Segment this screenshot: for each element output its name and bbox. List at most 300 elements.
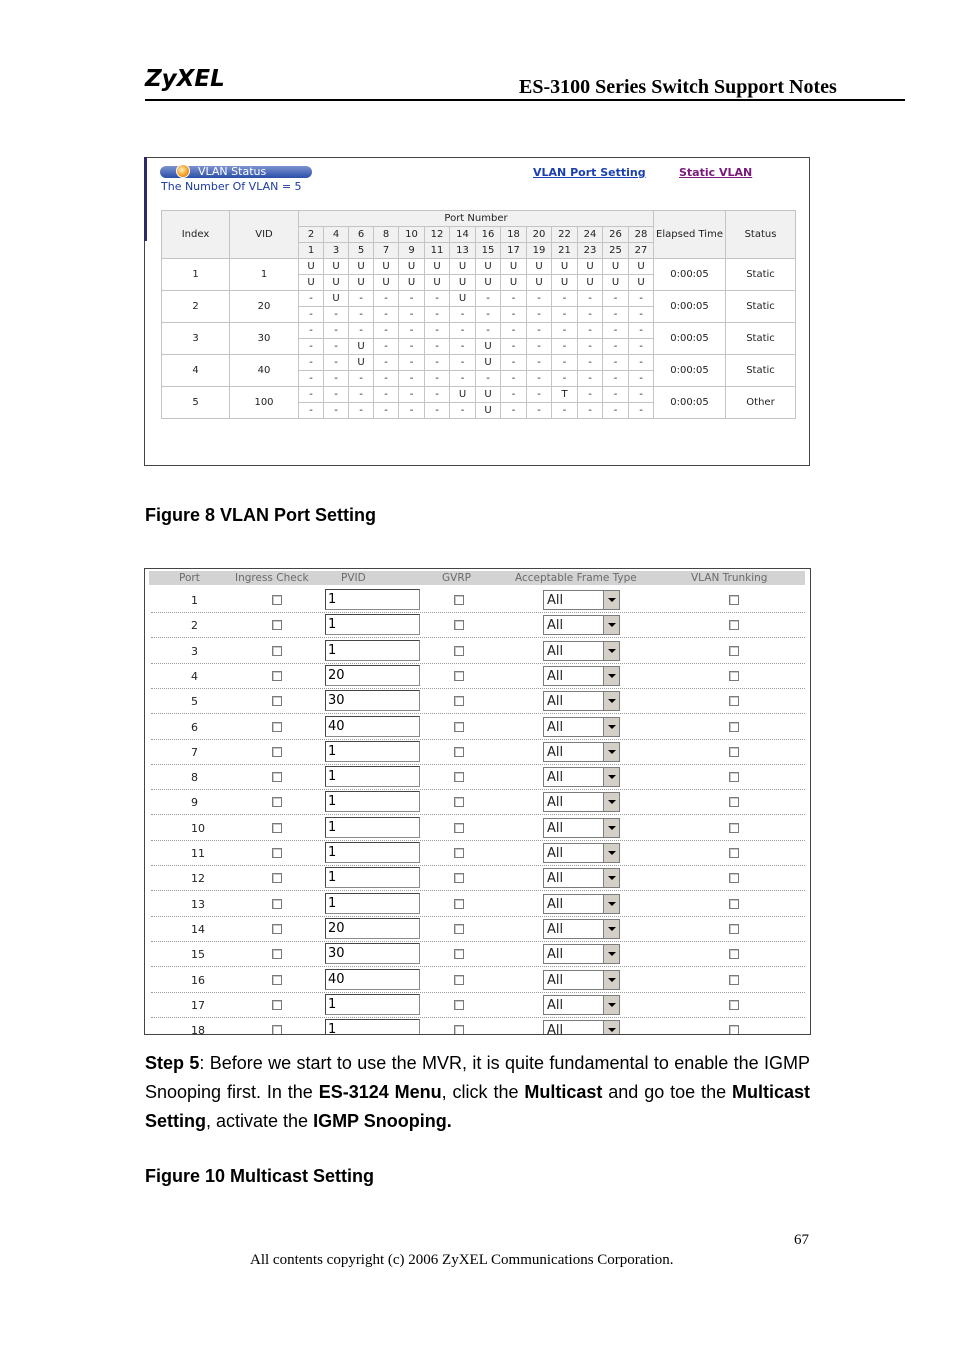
port-membership-cell: - bbox=[324, 403, 349, 419]
port-row bbox=[151, 1017, 805, 1035]
ingress-check-checkbox[interactable] bbox=[272, 671, 282, 681]
gvrp-checkbox[interactable] bbox=[454, 924, 464, 934]
pvid-input[interactable]: 1 bbox=[325, 640, 420, 661]
port-membership-cell: - bbox=[299, 339, 324, 355]
vlan-index-cell: 3 bbox=[162, 323, 230, 355]
port-membership-cell: - bbox=[527, 403, 552, 419]
header-vid: VID bbox=[230, 211, 299, 259]
port-membership-cell: - bbox=[399, 371, 425, 387]
vlan-trunking-checkbox[interactable] bbox=[729, 848, 739, 858]
port-membership-cell: - bbox=[527, 323, 552, 339]
ingress-check-checkbox[interactable] bbox=[272, 873, 282, 883]
col-gvrp: GVRP bbox=[442, 572, 471, 584]
port-number-cell: 4 bbox=[324, 227, 349, 243]
frame-type-select[interactable] bbox=[543, 818, 620, 838]
vlan-row bbox=[162, 259, 796, 275]
vlan-trunking-checkbox[interactable] bbox=[729, 722, 739, 732]
ingress-check-checkbox[interactable] bbox=[272, 595, 282, 605]
port-membership-cell: - bbox=[527, 291, 552, 307]
port-row bbox=[151, 688, 805, 714]
port-membership-cell: - bbox=[349, 371, 374, 387]
step-bold: ES-3124 Menu bbox=[318, 1082, 442, 1102]
port-membership-cell: - bbox=[374, 323, 399, 339]
chevron-down-icon[interactable] bbox=[603, 642, 619, 660]
gvrp-checkbox[interactable] bbox=[454, 772, 464, 782]
port-membership-cell: U bbox=[603, 259, 629, 275]
port-membership-cell: - bbox=[552, 323, 578, 339]
step-bold: Multicast bbox=[524, 1082, 603, 1102]
frame-type-value: All bbox=[547, 770, 564, 786]
vlan-trunking-checkbox[interactable] bbox=[729, 620, 739, 630]
pvid-input[interactable]: 1 bbox=[325, 994, 420, 1015]
vlan-row bbox=[162, 291, 796, 307]
chevron-down-icon[interactable] bbox=[603, 616, 619, 634]
chevron-down-icon[interactable] bbox=[603, 793, 619, 811]
port-membership-cell: - bbox=[299, 323, 324, 339]
vlan-trunking-checkbox[interactable] bbox=[729, 696, 739, 706]
port-row bbox=[151, 739, 805, 765]
vlan-vid-cell: 30 bbox=[230, 323, 299, 355]
pvid-input[interactable]: 40 bbox=[325, 969, 420, 990]
copyright-footer: All contents copyright (c) 2006 ZyXEL Communications Corporation. bbox=[250, 1252, 674, 1268]
chevron-down-icon[interactable] bbox=[603, 768, 619, 786]
port-membership-cell: - bbox=[450, 307, 476, 323]
port-membership-cell: - bbox=[399, 387, 425, 403]
port-membership-cell: - bbox=[425, 339, 450, 355]
port-number-cell: 1 bbox=[299, 243, 324, 259]
gvrp-checkbox[interactable] bbox=[454, 823, 464, 833]
orb-icon bbox=[176, 164, 190, 178]
port-membership-cell: - bbox=[603, 355, 629, 371]
chevron-down-icon[interactable] bbox=[603, 743, 619, 761]
frame-type-select[interactable] bbox=[543, 590, 620, 610]
step-bold: IGMP Snooping. bbox=[313, 1111, 452, 1131]
gvrp-checkbox[interactable] bbox=[454, 975, 464, 985]
vlan-trunking-checkbox[interactable] bbox=[729, 772, 739, 782]
port-membership-cell: - bbox=[603, 387, 629, 403]
gvrp-checkbox[interactable] bbox=[454, 949, 464, 959]
ingress-check-checkbox[interactable] bbox=[272, 924, 282, 934]
ingress-check-checkbox[interactable] bbox=[272, 646, 282, 656]
frame-type-select[interactable] bbox=[543, 995, 620, 1015]
gvrp-checkbox[interactable] bbox=[454, 671, 464, 681]
frame-type-value: All bbox=[547, 921, 564, 937]
chevron-down-icon[interactable] bbox=[603, 895, 619, 913]
vlan-trunking-checkbox[interactable] bbox=[729, 1025, 739, 1035]
pvid-input[interactable]: 1 bbox=[325, 741, 420, 762]
port-number-cell: 7 bbox=[374, 243, 399, 259]
chevron-down-icon[interactable] bbox=[603, 667, 619, 685]
port-number-cell: 11 bbox=[425, 243, 450, 259]
static-vlan-link[interactable]: Static VLAN bbox=[679, 166, 753, 179]
vlan-trunking-checkbox[interactable] bbox=[729, 899, 739, 909]
pvid-input[interactable]: 1 bbox=[325, 589, 420, 610]
gvrp-checkbox[interactable] bbox=[454, 797, 464, 807]
port-membership-cell: U bbox=[527, 275, 552, 291]
port-membership-cell: - bbox=[399, 291, 425, 307]
frame-type-select[interactable] bbox=[543, 666, 620, 686]
vlan-status-cell: Static bbox=[726, 323, 796, 355]
port-membership-cell: - bbox=[629, 291, 654, 307]
frame-type-select[interactable] bbox=[543, 944, 620, 964]
frame-type-value: All bbox=[547, 846, 564, 861]
vlan-vid-cell: 40 bbox=[230, 355, 299, 387]
port-membership-cell: T bbox=[552, 387, 578, 403]
port-number: 1 bbox=[191, 594, 198, 607]
port-number-cell: 8 bbox=[374, 227, 399, 243]
port-number-cell: 27 bbox=[629, 243, 654, 259]
vlan-status-cell: Static bbox=[726, 259, 796, 291]
port-membership-cell: - bbox=[578, 403, 603, 419]
col-pvid: PVID bbox=[341, 572, 366, 584]
ingress-check-checkbox[interactable] bbox=[272, 848, 282, 858]
port-membership-cell: - bbox=[578, 339, 603, 355]
ingress-check-checkbox[interactable] bbox=[272, 747, 282, 757]
vlan-port-setting-link[interactable]: VLAN Port Setting bbox=[533, 166, 646, 179]
gvrp-checkbox[interactable] bbox=[454, 696, 464, 706]
port-membership-cell: U bbox=[527, 259, 552, 275]
ingress-check-checkbox[interactable] bbox=[272, 1025, 282, 1035]
port-membership-cell: U bbox=[299, 259, 324, 275]
port-membership-cell: U bbox=[374, 275, 399, 291]
port-membership-cell: - bbox=[324, 355, 349, 371]
port-membership-cell: - bbox=[603, 307, 629, 323]
port-membership-cell: - bbox=[399, 403, 425, 419]
port-membership-cell: U bbox=[552, 275, 578, 291]
port-number-cell: 17 bbox=[501, 243, 527, 259]
pvid-input[interactable]: 1 bbox=[325, 791, 420, 812]
ingress-check-checkbox[interactable] bbox=[272, 772, 282, 782]
port-membership-cell: - bbox=[552, 355, 578, 371]
port-number-cell: 2 bbox=[299, 227, 324, 243]
gvrp-checkbox[interactable] bbox=[454, 620, 464, 630]
vlan-count: The Number Of VLAN = 5 bbox=[161, 180, 302, 193]
port-number: 8 bbox=[191, 771, 198, 785]
port-row bbox=[151, 587, 805, 613]
port-number: 11 bbox=[191, 847, 205, 860]
step-text: : Before we start to use the MVR, it is quite fundamental to enable the IGMP Snooping first. In the bbox=[145, 1053, 810, 1102]
gvrp-checkbox[interactable] bbox=[454, 848, 464, 858]
port-membership-cell: - bbox=[501, 307, 527, 323]
port-membership-cell: - bbox=[349, 323, 374, 339]
port-row bbox=[151, 941, 805, 967]
frame-type-select[interactable] bbox=[543, 615, 620, 635]
frame-type-select[interactable] bbox=[543, 641, 620, 661]
vlan-elapsed-cell: 0:00:05 bbox=[654, 355, 726, 387]
pvid-input[interactable]: 1 bbox=[325, 766, 420, 787]
vlan-trunking-checkbox[interactable] bbox=[729, 873, 739, 883]
port-membership-cell: U bbox=[374, 259, 399, 275]
ingress-check-checkbox[interactable] bbox=[272, 1000, 282, 1010]
port-membership-cell: - bbox=[324, 339, 349, 355]
port-membership-cell: - bbox=[552, 307, 578, 323]
figure-10-caption: Figure 10 Multicast Setting bbox=[145, 1166, 375, 1186]
port-membership-cell: - bbox=[425, 371, 450, 387]
port-row bbox=[151, 638, 805, 664]
port-number-cell: 14 bbox=[450, 227, 476, 243]
port-membership-cell: U bbox=[349, 339, 374, 355]
pvid-input[interactable]: 1 bbox=[325, 867, 420, 888]
vlan-trunking-checkbox[interactable] bbox=[729, 595, 739, 605]
step-text: and go toe the bbox=[602, 1082, 732, 1102]
vlan-trunking-checkbox[interactable] bbox=[729, 671, 739, 681]
col-acceptable-frame-type: Acceptable Frame Type bbox=[515, 572, 637, 584]
frame-type-select[interactable] bbox=[543, 970, 620, 990]
col-port: Port bbox=[179, 572, 200, 584]
frame-type-select[interactable] bbox=[543, 691, 620, 711]
frame-type-select[interactable] bbox=[543, 767, 620, 787]
vlan-elapsed-cell: 0:00:05 bbox=[654, 291, 726, 323]
ingress-check-checkbox[interactable] bbox=[272, 823, 282, 833]
vlan-trunking-checkbox[interactable] bbox=[729, 747, 739, 757]
port-row bbox=[151, 865, 805, 891]
header-status: Status bbox=[726, 211, 796, 259]
chevron-down-icon[interactable] bbox=[603, 692, 619, 710]
gvrp-checkbox[interactable] bbox=[454, 747, 464, 757]
vlan-index-cell: 1 bbox=[162, 259, 230, 291]
vlan-vid-cell: 1 bbox=[230, 259, 299, 291]
pvid-input[interactable]: 1 bbox=[325, 842, 420, 863]
vlan-index-cell: 4 bbox=[162, 355, 230, 387]
gvrp-checkbox[interactable] bbox=[454, 899, 464, 909]
pvid-input[interactable]: 1 bbox=[325, 893, 420, 914]
port-membership-cell: U bbox=[399, 259, 425, 275]
gvrp-checkbox[interactable] bbox=[454, 1000, 464, 1010]
header-index: Index bbox=[162, 211, 230, 259]
port-membership-cell: - bbox=[603, 323, 629, 339]
port-membership-cell: U bbox=[476, 275, 501, 291]
gvrp-checkbox[interactable] bbox=[454, 595, 464, 605]
step-text: , activate the bbox=[206, 1111, 314, 1131]
port-number-cell: 23 bbox=[578, 243, 603, 259]
port-membership-cell: - bbox=[527, 371, 552, 387]
port-membership-cell: - bbox=[501, 291, 527, 307]
ingress-check-checkbox[interactable] bbox=[272, 949, 282, 959]
port-membership-cell: - bbox=[527, 307, 552, 323]
chevron-down-icon[interactable] bbox=[603, 819, 619, 837]
port-membership-cell: U bbox=[349, 275, 374, 291]
port-membership-cell: - bbox=[552, 339, 578, 355]
port-membership-cell: - bbox=[374, 291, 399, 307]
port-membership-cell: - bbox=[501, 355, 527, 371]
port-membership-cell: - bbox=[399, 307, 425, 323]
port-membership-cell: - bbox=[578, 371, 603, 387]
port-number: 14 bbox=[191, 922, 205, 936]
port-membership-cell: - bbox=[399, 339, 425, 355]
port-number-cell: 26 bbox=[603, 227, 629, 243]
ingress-check-checkbox[interactable] bbox=[272, 975, 282, 985]
port-membership-cell: - bbox=[299, 307, 324, 323]
port-membership-cell: - bbox=[501, 339, 527, 355]
chevron-down-icon[interactable] bbox=[603, 945, 619, 963]
frame-type-value: All bbox=[547, 719, 564, 735]
port-membership-cell: - bbox=[425, 387, 450, 403]
port-membership-cell: U bbox=[501, 259, 527, 275]
frame-type-select[interactable] bbox=[543, 919, 620, 939]
pvid-input[interactable]: 1 bbox=[325, 614, 420, 635]
port-number: 10 bbox=[191, 821, 205, 835]
port-membership-cell: - bbox=[374, 307, 399, 323]
port-number: 3 bbox=[191, 644, 198, 658]
port-membership-cell: - bbox=[425, 355, 450, 371]
frame-type-value: All bbox=[547, 643, 564, 659]
port-number: 9 bbox=[191, 796, 198, 810]
port-number-cell: 22 bbox=[552, 227, 578, 243]
zyxel-logo: ZyXEL bbox=[145, 66, 225, 92]
port-membership-cell: - bbox=[349, 291, 374, 307]
chevron-down-icon[interactable] bbox=[603, 1021, 619, 1035]
header-elapsed-time: Elapsed Time bbox=[654, 211, 726, 259]
gvrp-checkbox[interactable] bbox=[454, 1025, 464, 1035]
port-number: 5 bbox=[191, 695, 198, 709]
port-membership-cell: U bbox=[578, 259, 603, 275]
port-membership-cell: - bbox=[527, 339, 552, 355]
port-membership-cell: U bbox=[324, 291, 349, 307]
step-text: , click the bbox=[441, 1082, 525, 1102]
port-membership-cell: - bbox=[299, 371, 324, 387]
figure-left-bar bbox=[144, 157, 147, 241]
port-membership-cell: U bbox=[476, 403, 501, 419]
frame-type-value: All bbox=[547, 795, 564, 811]
chevron-down-icon[interactable] bbox=[603, 844, 619, 862]
frame-type-value: All bbox=[547, 668, 564, 684]
port-row bbox=[151, 967, 805, 993]
vlan-trunking-checkbox[interactable] bbox=[729, 797, 739, 807]
port-number: 12 bbox=[191, 872, 205, 886]
port-membership-cell: U bbox=[450, 259, 476, 275]
port-membership-cell: - bbox=[425, 323, 450, 339]
pvid-input[interactable]: 20 bbox=[325, 665, 420, 686]
port-membership-cell: - bbox=[578, 355, 603, 371]
port-membership-cell: - bbox=[299, 403, 324, 419]
port-membership-cell: - bbox=[374, 387, 399, 403]
port-membership-cell: - bbox=[552, 291, 578, 307]
port-membership-cell: - bbox=[552, 403, 578, 419]
port-membership-cell: U bbox=[399, 275, 425, 291]
port-membership-cell: - bbox=[552, 371, 578, 387]
port-membership-cell: - bbox=[578, 291, 603, 307]
port-membership-cell: - bbox=[629, 339, 654, 355]
gvrp-checkbox[interactable] bbox=[454, 873, 464, 883]
port-number-cell: 15 bbox=[476, 243, 501, 259]
port-membership-cell: U bbox=[425, 275, 450, 291]
port-membership-cell: - bbox=[450, 339, 476, 355]
port-membership-cell: U bbox=[501, 275, 527, 291]
frame-type-select[interactable] bbox=[543, 742, 620, 762]
port-number: 2 bbox=[191, 619, 198, 633]
port-membership-cell: - bbox=[374, 355, 399, 371]
chevron-down-icon[interactable] bbox=[603, 971, 619, 989]
port-number-cell: 13 bbox=[450, 243, 476, 259]
port-membership-cell: - bbox=[299, 291, 324, 307]
port-membership-cell: - bbox=[501, 387, 527, 403]
port-membership-cell: - bbox=[578, 323, 603, 339]
vlan-trunking-checkbox[interactable] bbox=[729, 1000, 739, 1010]
port-membership-cell: - bbox=[527, 355, 552, 371]
step-label: Step 5 bbox=[145, 1053, 200, 1073]
pvid-input[interactable]: 30 bbox=[325, 943, 420, 964]
pvid-input[interactable]: 20 bbox=[325, 918, 420, 939]
port-membership-cell: - bbox=[450, 323, 476, 339]
port-membership-cell: U bbox=[578, 275, 603, 291]
pvid-input[interactable]: 40 bbox=[325, 716, 420, 737]
port-number-cell: 20 bbox=[527, 227, 552, 243]
vlan-trunking-checkbox[interactable] bbox=[729, 646, 739, 656]
vlan-status-cell: Static bbox=[726, 291, 796, 323]
port-number-cell: 21 bbox=[552, 243, 578, 259]
frame-type-select[interactable] bbox=[543, 843, 620, 863]
header-port-number: Port Number bbox=[299, 211, 654, 227]
port-membership-cell: U bbox=[324, 275, 349, 291]
frame-type-select[interactable] bbox=[543, 868, 620, 888]
pvid-input[interactable]: 30 bbox=[325, 690, 420, 711]
port-membership-cell: U bbox=[629, 275, 654, 291]
port-row bbox=[151, 663, 805, 689]
vlan-trunking-checkbox[interactable] bbox=[729, 823, 739, 833]
ingress-check-checkbox[interactable] bbox=[272, 899, 282, 909]
chevron-down-icon[interactable] bbox=[603, 718, 619, 736]
chevron-down-icon[interactable] bbox=[603, 996, 619, 1014]
gvrp-checkbox[interactable] bbox=[454, 722, 464, 732]
port-membership-cell: U bbox=[450, 275, 476, 291]
port-membership-cell: U bbox=[476, 259, 501, 275]
port-setting-figure bbox=[144, 568, 811, 1035]
port-row bbox=[151, 992, 805, 1018]
chevron-down-icon[interactable] bbox=[603, 869, 619, 887]
pvid-input[interactable]: 1 bbox=[325, 817, 420, 838]
vlan-row bbox=[162, 355, 796, 371]
frame-type-select[interactable] bbox=[543, 894, 620, 914]
ingress-check-checkbox[interactable] bbox=[272, 797, 282, 807]
vlan-row bbox=[162, 387, 796, 403]
chevron-down-icon[interactable] bbox=[603, 591, 619, 609]
port-number-cell: 24 bbox=[578, 227, 603, 243]
port-number-cell: 10 bbox=[399, 227, 425, 243]
port-membership-cell: U bbox=[299, 275, 324, 291]
frame-type-select[interactable] bbox=[543, 792, 620, 812]
port-membership-cell: - bbox=[324, 371, 349, 387]
frame-type-select[interactable] bbox=[543, 1020, 620, 1035]
ingress-check-checkbox[interactable] bbox=[272, 696, 282, 706]
port-membership-cell: - bbox=[425, 403, 450, 419]
ingress-check-checkbox[interactable] bbox=[272, 722, 282, 732]
port-membership-cell: - bbox=[629, 323, 654, 339]
port-number: 4 bbox=[191, 669, 198, 683]
pvid-input[interactable]: 1 bbox=[325, 1019, 420, 1035]
frame-type-select[interactable] bbox=[543, 717, 620, 737]
vlan-trunking-checkbox[interactable] bbox=[729, 975, 739, 985]
frame-type-value: All bbox=[547, 972, 564, 988]
vlan-trunking-checkbox[interactable] bbox=[729, 924, 739, 934]
vlan-status-cell: Other bbox=[726, 387, 796, 419]
port-row bbox=[151, 714, 805, 740]
chevron-down-icon[interactable] bbox=[603, 920, 619, 938]
port-membership-cell: - bbox=[399, 323, 425, 339]
figure-8-caption: Figure 8 VLAN Port Setting bbox=[145, 505, 377, 525]
port-membership-cell: - bbox=[324, 307, 349, 323]
port-membership-cell: - bbox=[629, 387, 654, 403]
port-number: 18 bbox=[191, 1024, 205, 1035]
port-number-cell: 9 bbox=[399, 243, 425, 259]
frame-type-value: All bbox=[547, 593, 564, 608]
port-membership-cell: U bbox=[603, 275, 629, 291]
vlan-trunking-checkbox[interactable] bbox=[729, 949, 739, 959]
port-row bbox=[151, 789, 805, 815]
gvrp-checkbox[interactable] bbox=[454, 646, 464, 656]
port-setting-header bbox=[149, 571, 805, 585]
frame-type-value: All bbox=[547, 694, 564, 710]
ingress-check-checkbox[interactable] bbox=[272, 620, 282, 630]
